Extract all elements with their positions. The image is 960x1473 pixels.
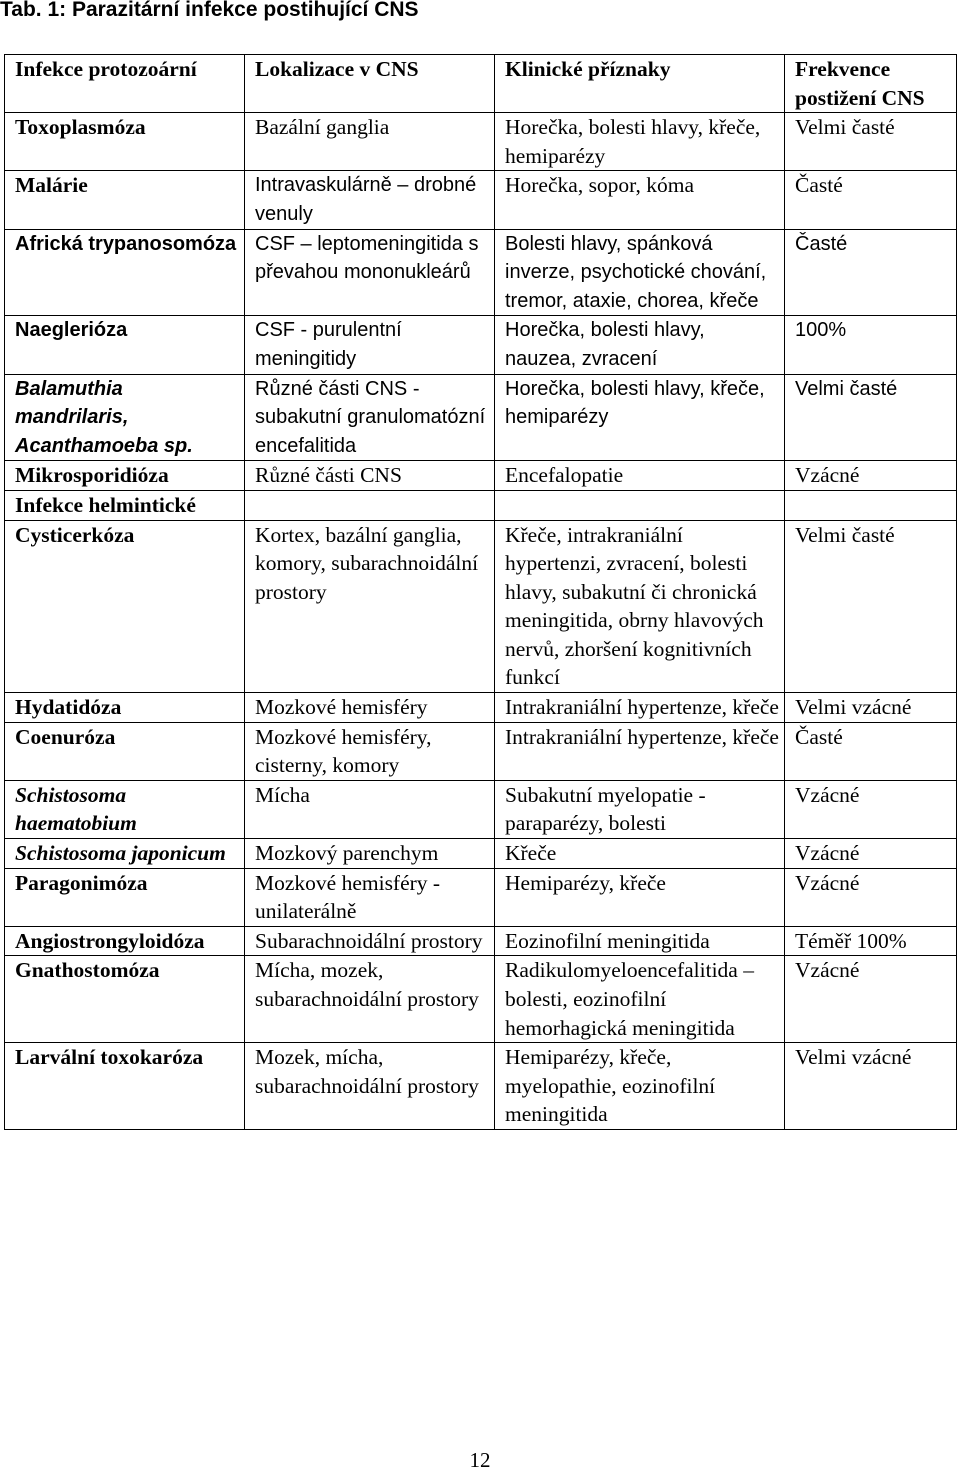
cell-localization: Mozkové hemisféry - unilaterálně [245,868,495,926]
cell-infection: Malárie [5,171,245,229]
cell-frequency: Vzácné [785,780,957,838]
table-row [5,780,957,838]
cell-localization: Různé části CNS - subakutní granulomatózní encefalitida [245,374,495,461]
table-row [5,693,957,723]
cell-frequency: Velmi vzácné [785,1043,957,1130]
cell-symptoms [495,490,785,520]
table-row [5,229,957,316]
cell-infection: Larvální toxokaróza [5,1043,245,1130]
cell-frequency [785,490,957,520]
table-row [5,113,957,171]
cell-localization: Bazální ganglia [245,113,495,171]
table-caption: Tab. 1: Parazitární infekce postihující CNS [0,0,419,21]
cell-symptoms: Radikulomyeloencefalitida – bolesti, eozinofilní hemorhagická meningitida [495,956,785,1043]
cell-localization: Mozkové hemisféry [245,693,495,723]
table-row [5,956,957,1043]
cell-localization: Mozek, mícha, subarachnoidální prostory [245,1043,495,1130]
table-header-row [5,55,957,113]
cell-symptoms: Hemiparézy, křeče [495,868,785,926]
cell-localization: CSF - purulentní meningitidy [245,316,495,374]
cell-localization [245,490,495,520]
cell-localization: Různé části CNS [245,461,495,491]
cell-infection: Schistosoma japonicum [5,839,245,869]
cell-frequency: 100% [785,316,957,374]
cell-infection: Toxoplasmóza [5,113,245,171]
cell-infection: Hydatidóza [5,693,245,723]
table-row [5,722,957,780]
parasitic-infections-table [4,54,957,1130]
cell-localization: CSF – leptomeningitida s převahou mononukleárů [245,229,495,316]
cell-frequency: Časté [785,722,957,780]
cell-infection: Gnathostomóza [5,956,245,1043]
cell-localization: Intravaskulárně – drobné venuly [245,171,495,229]
header-localization: Lokalizace v CNS [245,55,495,113]
cell-infection: Africká trypanosomóza [5,229,245,316]
cell-frequency: Vzácné [785,868,957,926]
header-frequency: Frekvence postižení CNS [785,55,957,113]
cell-symptoms: Horečka, sopor, kóma [495,171,785,229]
section-helminthic: Infekce helmintické [5,490,245,520]
cell-localization: Mícha, mozek, subarachnoidální prostory [245,956,495,1043]
table-row [5,316,957,374]
cell-symptoms: Křeče, intrakraniální hypertenzi, zvracení, bolesti hlavy, subakutní či chronická meningitida, obrny hlavových nervů, zhoršení kognitivních funkcí [495,520,785,693]
cell-infection: Balamuthia mandrilaris, Acanthamoeba sp. [5,374,245,461]
page-number: 12 [469,1448,491,1472]
cell-symptoms: Intrakraniální hypertenze, křeče [495,722,785,780]
cell-infection: Naeglerióza [5,316,245,374]
cell-infection: Cysticerkóza [5,520,245,693]
cell-frequency: Velmi časté [785,374,957,461]
table-row [5,171,957,229]
cell-frequency: Velmi vzácné [785,693,957,723]
header-infection: Infekce protozoární [5,55,245,113]
cell-frequency: Časté [785,229,957,316]
cell-frequency: Vzácné [785,461,957,491]
cell-infection: Paragonimóza [5,868,245,926]
cell-frequency: Vzácné [785,839,957,869]
cell-infection: Schistosoma haematobium [5,780,245,838]
table-row [5,926,957,956]
cell-symptoms: Horečka, bolesti hlavy, nauzea, zvracení [495,316,785,374]
cell-localization: Mícha [245,780,495,838]
cell-localization: Mozkové hemisféry, cisterny, komory [245,722,495,780]
cell-symptoms: Eozinofilní meningitida [495,926,785,956]
cell-symptoms: Encefalopatie [495,461,785,491]
cell-frequency: Vzácné [785,956,957,1043]
cell-frequency: Velmi časté [785,520,957,693]
cell-localization: Kortex, bazální ganglia, komory, subarachnoidální prostory [245,520,495,693]
table-row [5,520,957,693]
cell-symptoms: Bolesti hlavy, spánková inverze, psychotické chování, tremor, ataxie, chorea, křeče [495,229,785,316]
cell-symptoms: Horečka, bolesti hlavy, křeče, hemiparézy [495,374,785,461]
cell-symptoms: Horečka, bolesti hlavy, křeče, hemiparézy [495,113,785,171]
cell-frequency: Téměř 100% [785,926,957,956]
table-row [5,374,957,461]
table-row [5,868,957,926]
cell-localization: Subarachnoidální prostory [245,926,495,956]
cell-symptoms: Intrakraniální hypertenze, křeče [495,693,785,723]
cell-frequency: Časté [785,171,957,229]
cell-symptoms: Křeče [495,839,785,869]
cell-infection: Coenuróza [5,722,245,780]
table-row [5,461,957,491]
table-row [5,1043,957,1130]
section-header-row [5,490,957,520]
table-row [5,839,957,869]
cell-symptoms: Subakutní myelopatie - paraparézy, bolesti [495,780,785,838]
cell-frequency: Velmi časté [785,113,957,171]
cell-localization: Mozkový parenchym [245,839,495,869]
header-symptoms: Klinické příznaky [495,55,785,113]
cell-symptoms: Hemiparézy, křeče, myelopathie, eozinofilní meningitida [495,1043,785,1130]
cell-infection: Angiostrongyloidóza [5,926,245,956]
cell-infection: Mikrosporidióza [5,461,245,491]
